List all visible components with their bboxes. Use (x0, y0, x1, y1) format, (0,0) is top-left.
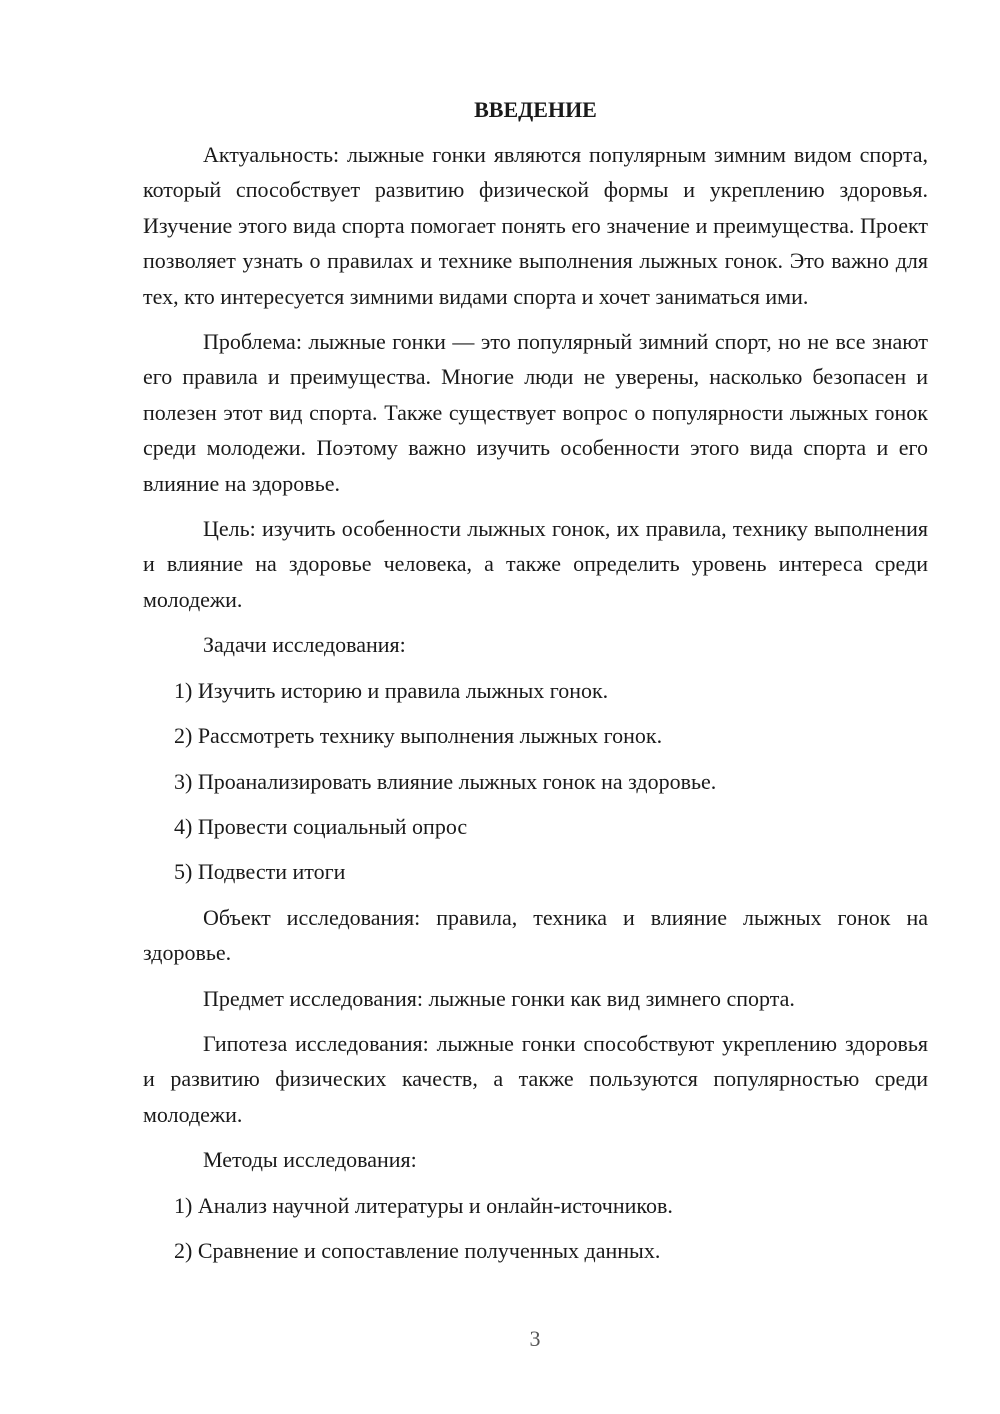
object-paragraph: Объект исследования: правила, техника и влияние лыжных гонок на здоровье. (143, 904, 928, 966)
tasks-heading: Задачи исследования: (203, 632, 406, 658)
relevance-paragraph: Актуальность: лыжные гонки являются популярным зимним видом спорта, который способствует развитию физической формы и укреплению здоровья. Изучение этого вида спорта помогает понять его значение и преимущества. Проект позволяет узнать о правилах и технике выполнения лыжных гонок. Это важно для тех, кто интересуется зимними видами спорта и хочет заниматься ими. (143, 142, 928, 309)
list-item: 4) Провести социальный опрос (174, 813, 468, 839)
methods-heading: Методы исследования: (203, 1147, 417, 1173)
list-item: 2) Сравнение и сопоставление полученных данных. (174, 1237, 661, 1263)
list-item: 1) Анализ научной литературы и онлайн-источников. (174, 1192, 673, 1218)
tasks-list (143, 673, 928, 890)
document-page (143, 92, 928, 1278)
section-title: ВВЕДЕНИЕ (474, 97, 597, 122)
list-item: 3) Проанализировать влияние лыжных гонок на здоровье. (174, 768, 717, 794)
list-item: 2) Рассмотреть технику выполнения лыжных гонок. (174, 723, 663, 749)
hypothesis-paragraph: Гипотеза исследования: лыжные гонки способствуют укреплению здоровья и развитию физических качеств, а также пользуются популярностью среди молодежи. (143, 1030, 928, 1127)
goal-paragraph: Цель: изучить особенности лыжных гонок, их правила, технику выполнения и влияние на здоровье человека, а также определить уровень интереса среди молодежи. (143, 516, 928, 612)
list-item: 5) Подвести итоги (174, 859, 346, 885)
subject-paragraph: Предмет исследования: лыжные гонки как вид зимнего спорта. (203, 985, 795, 1011)
list-item: 1) Изучить историю и правила лыжных гонок. (174, 677, 609, 703)
methods-list (143, 1188, 928, 1269)
page-number: 3 (529, 1326, 541, 1351)
problem-paragraph: Проблема: лыжные гонки — это популярный зимний спорт, но не все знают его правила и преимущества. Многие люди не уверены, насколько безопасен и полезен этот вид спорта. Также существует вопрос о популярности лыжных гонок среди молодежи. Поэтому важно изучить особенности этого вида спорта и его влияние на здоровье. (143, 329, 928, 496)
